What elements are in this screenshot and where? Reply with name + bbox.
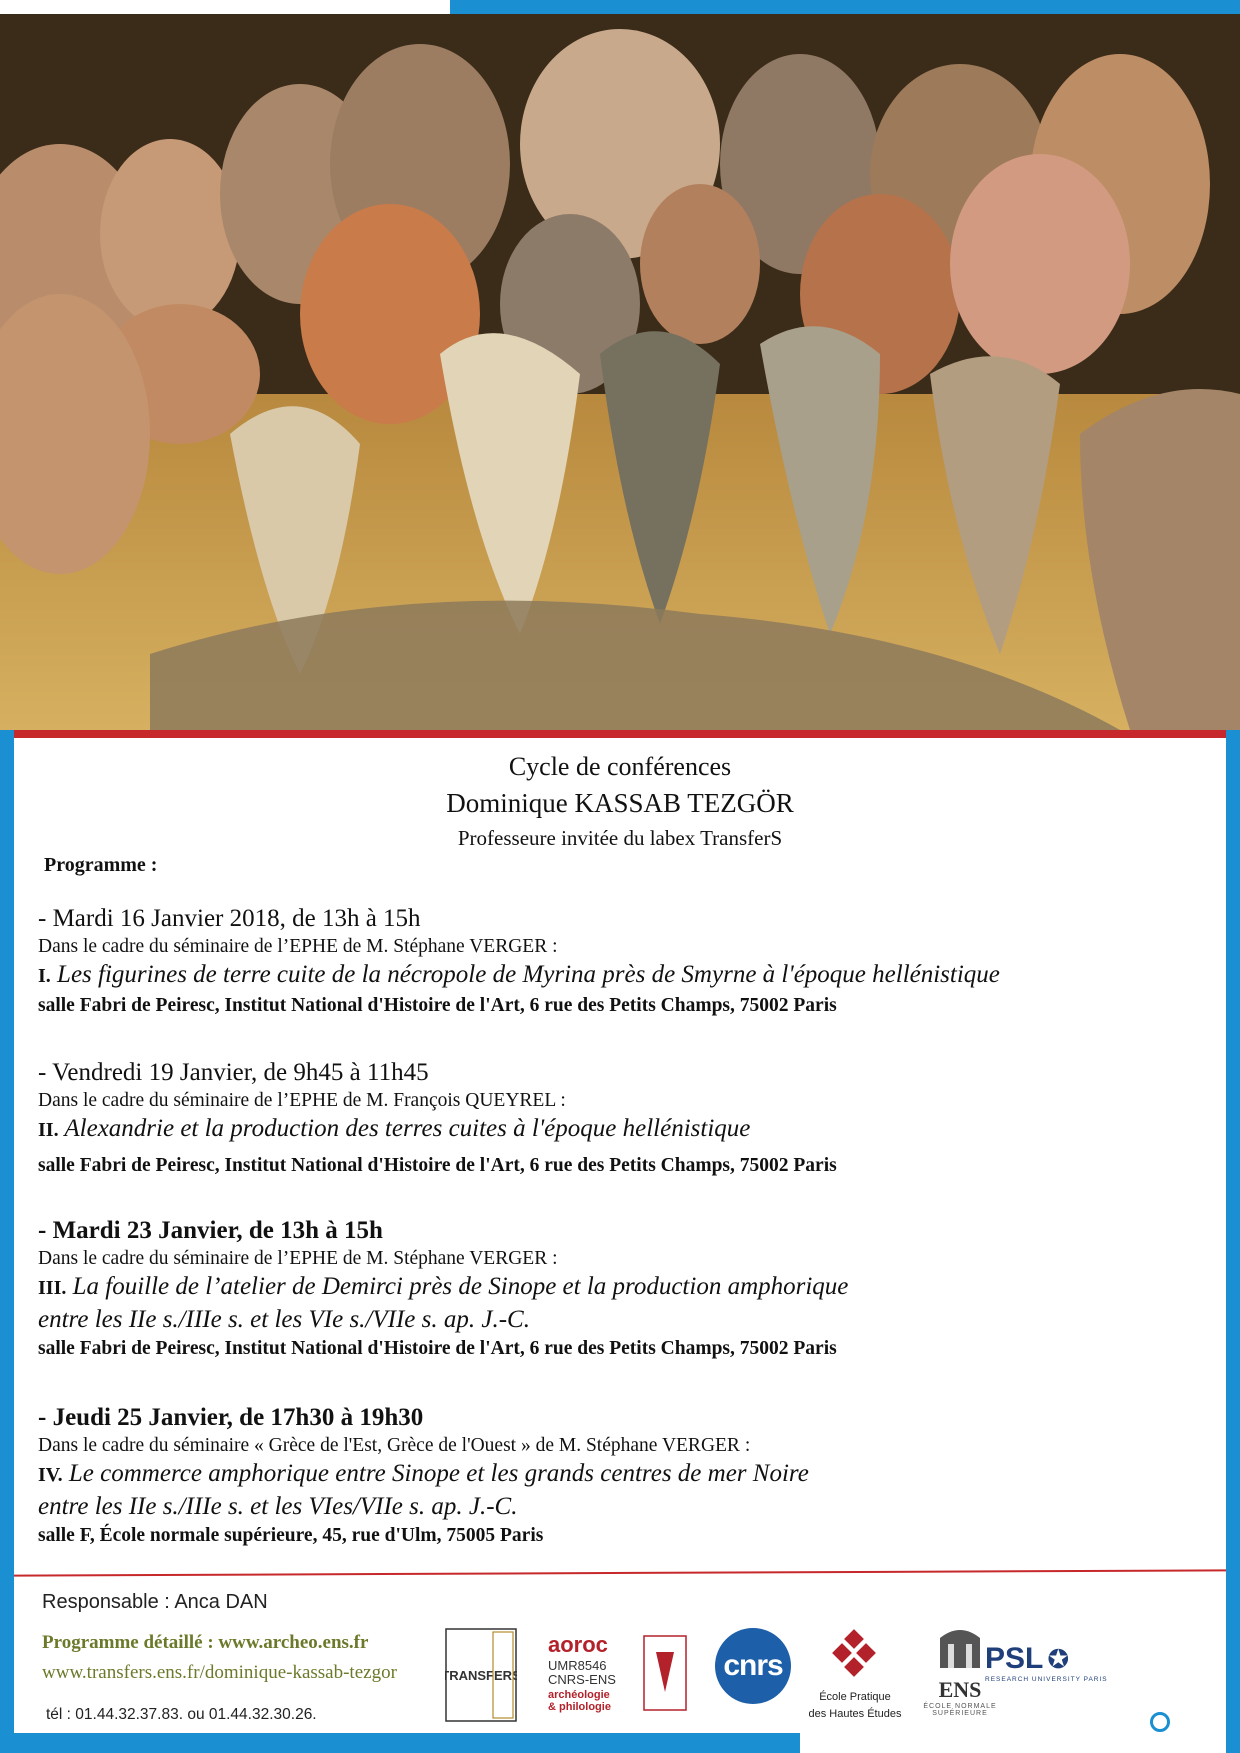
session-title-text: Alexandrie et la production des terres cuites à l'époque hellénistique bbox=[64, 1115, 751, 1142]
session-1 bbox=[38, 904, 1218, 1019]
session-date: - Mardi 23 Janvier, de 13h à 15h bbox=[38, 1217, 383, 1244]
session-title bbox=[38, 959, 1218, 992]
ens-logo-text: ENS bbox=[938, 1677, 982, 1702]
aoroc-logo bbox=[544, 1632, 694, 1714]
aoroc-logo-line4: & philologie bbox=[548, 1701, 611, 1713]
aoroc-logo-line1: UMR8546 bbox=[548, 1658, 607, 1673]
session-frame: Dans le cadre du séminaire de l’EPHE de M. Stéphane VERGER : bbox=[38, 1248, 558, 1269]
session-title bbox=[38, 1458, 1218, 1491]
bottom-blue-band bbox=[0, 1733, 800, 1753]
session-number: I. bbox=[38, 965, 51, 987]
circle-icon bbox=[1150, 1712, 1170, 1732]
session-number: II. bbox=[38, 1119, 59, 1141]
footer-contact bbox=[42, 1588, 397, 1724]
cycle-title: Cycle de conférences bbox=[508, 752, 732, 781]
red-divider-top bbox=[14, 730, 1226, 738]
session-title-text: Les figurines de terre cuite de la nécropole de Myrina près de Smyrne à l'époque hellénistique bbox=[57, 961, 1000, 988]
session-number: IV. bbox=[38, 1464, 63, 1486]
session-title bbox=[38, 1113, 1218, 1146]
session-venue: salle Fabri de Peiresc, Institut National d'Histoire de l'Art, 6 rue des Petits Champs, 75002 Paris bbox=[38, 1338, 837, 1359]
session-2 bbox=[38, 1058, 1218, 1179]
transfers-logo-text: TRANSFERS bbox=[445, 1668, 517, 1683]
psl-logo-sub: RESEARCH UNIVERSITY PARIS bbox=[985, 1676, 1108, 1683]
programme-link[interactable]: Programme détaillé : www.archeo.ens.fr bbox=[42, 1632, 369, 1653]
ephe-logo-line2: des Hautes Études bbox=[808, 1708, 902, 1720]
ephe-emblem bbox=[800, 1626, 910, 1682]
star-icon: ✪ bbox=[1047, 1645, 1070, 1674]
session-title-line2: entre les IIe s./IIIe s. et les VIes/VIIe s. ap. J.-C. bbox=[38, 1493, 518, 1520]
psl-logo bbox=[985, 1642, 1125, 1702]
aoroc-logo-line3: archéologie bbox=[548, 1689, 610, 1701]
red-divider-bottom bbox=[14, 1569, 1226, 1576]
session-venue: salle Fabri de Peiresc, Institut National d'Histoire de l'Art, 6 rue des Petits Champs, 75002 Paris bbox=[38, 995, 837, 1016]
right-blue-band bbox=[1226, 730, 1240, 1753]
session-date: - Jeudi 25 Janvier, de 17h30 à 19h30 bbox=[38, 1404, 424, 1431]
session-4 bbox=[38, 1403, 1218, 1549]
transfers-logo bbox=[445, 1628, 517, 1722]
session-title-text: Le commerce amphorique entre Sinope et les grands centres de mer Noire bbox=[68, 1460, 809, 1487]
session-number: III. bbox=[38, 1277, 67, 1299]
aoroc-logo-text: aoroc bbox=[548, 1632, 608, 1657]
responsable: Responsable : Anca DAN bbox=[42, 1591, 268, 1613]
session-frame: Dans le cadre du séminaire de l’EPHE de M. Stéphane VERGER : bbox=[38, 936, 558, 957]
session-date: - Vendredi 19 Janvier, de 9h45 à 11h45 bbox=[38, 1059, 429, 1086]
psl-logo-text: PSL bbox=[985, 1642, 1044, 1675]
session-title bbox=[38, 1271, 1218, 1304]
partner-logos bbox=[440, 1618, 1230, 1728]
ephe-logo-line1: École Pratique bbox=[819, 1691, 891, 1703]
session-date: - Mardi 16 Janvier 2018, de 13h à 15h bbox=[38, 905, 421, 932]
session-venue: salle F, École normale supérieure, 45, rue d'Ulm, 75005 Paris bbox=[38, 1525, 544, 1546]
phone-numbers: tél : 01.44.32.37.83. ou 01.44.32.30.26. bbox=[46, 1706, 317, 1723]
session-frame: Dans le cadre du séminaire « Grèce de l'Est, Grèce de l'Ouest » de M. Stéphane VERGER : bbox=[38, 1435, 751, 1456]
session-frame: Dans le cadre du séminaire de l’EPHE de M. François QUEYREL : bbox=[38, 1090, 566, 1111]
programme-label: Programme : bbox=[44, 854, 158, 876]
speaker-role: Professeure invitée du labex TransferS bbox=[457, 826, 783, 850]
ens-logo-sub: ÉCOLE NORMALE SUPÉRIEURE bbox=[923, 1703, 997, 1717]
session-title-text: La fouille de l’atelier de Demirci près de Sinope et la production amphorique bbox=[72, 1273, 849, 1300]
left-blue-band bbox=[0, 730, 14, 1753]
session-venue: salle Fabri de Peiresc, Institut National d'Histoire de l'Art, 6 rue des Petits Champs, 75002 Paris bbox=[38, 1155, 837, 1176]
session-3 bbox=[38, 1216, 1218, 1362]
ephe-logo bbox=[800, 1626, 910, 1722]
speaker-name: Dominique KASSAB TEZGÖR bbox=[446, 788, 794, 818]
aoroc-logo-line2: CNRS-ENS bbox=[548, 1672, 616, 1687]
amphorae-photo bbox=[0, 14, 1240, 730]
session-title-line2: entre les IIe s./IIIe s. et les VIe s./VIIe s. ap. J.-C. bbox=[38, 1306, 530, 1333]
transfers-link[interactable]: www.transfers.ens.fr/dominique-kassab-tezgor bbox=[42, 1662, 397, 1683]
cnrs-logo: cnrs bbox=[715, 1628, 791, 1704]
